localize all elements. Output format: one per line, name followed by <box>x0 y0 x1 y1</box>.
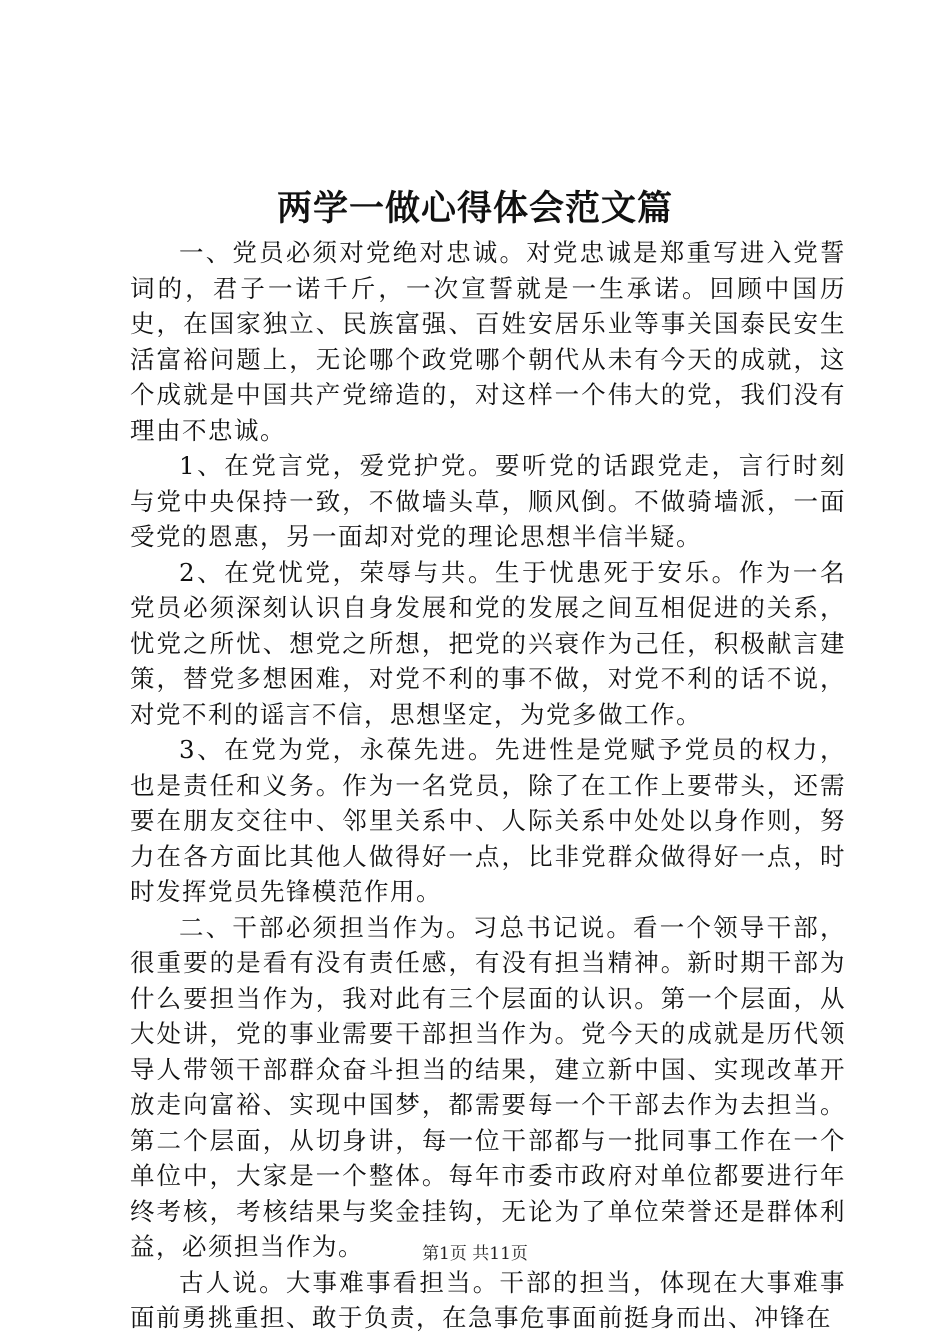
paragraph-loyalty: 一、党员必须对党绝对忠诚。对党忠诚是郑重写进入党誓词的，君子一诺千斤，一次宣誓就是一生承诺。回顾中国历史，在国家独立、民族富强、百姓安居乐业等事关国泰民安生活富裕问题上，无论哪个政党哪个朝代从未有今天的成就，这个成就是中国共产党缔造的，对这样一个伟大的党，我们没有理由不忠诚。 <box>130 238 846 445</box>
paragraph-point-3: 3、在党为党，永葆先进。先进性是党赋予党员的权力，也是责任和义务。作为一名党员，除了在工作上要带头，还需要在朋友交往中、邻里关系中、人际关系中处处以身作则，努力在各方面比其他人做得好一点，比非党群众做得好一点，时时发挥党员先锋模范作用。 <box>130 735 846 906</box>
paragraph-point-1: 1、在党言党，爱党护党。要听党的话跟党走，言行时刻与党中央保持一致，不做墙头草，顺风倒。不做骑墙派，一面受党的恩惠，另一面却对党的理论思想半信半疑。 <box>130 451 846 551</box>
document-body <box>130 235 846 1336</box>
paragraph-responsibility: 二、干部必须担当作为。习总书记说。看一个领导干部，很重要的是看有没有责任感，有没有担当精神。新时期干部为什么要担当作为，我对此有三个层面的认识。第一个层面，从大处讲，党的事业需要干部担当作为。党今天的成就是历代领导人带领干部群众奋斗担当的结果，建立新中国、实现改革开放走向富裕、实现中国梦，都需要每一个干部去作为去担当。第二个层面，从切身讲，每一位干部都与一批同事工作在一个单位中，大家是一个整体。每年市委市政府对单位都要进行年终考核，考核结果与奖金挂钩，无论为了单位荣誉还是群体利益，必须担当作为。 <box>130 912 846 1261</box>
paragraph-point-2: 2、在党忧党，荣辱与共。生于忧患死于安乐。作为一名党员必须深刻认识自身发展和党的发展之间互相促进的关系，忧党之所忧、想党之所想，把党的兴衰作为己任，积极献言建策，替党多想困难，对党不利的事不做，对党不利的话不说，对党不利的谣言不信，思想坚定，为党多做工作。 <box>130 557 846 729</box>
page-number-footer: 第1页 共11页 <box>422 1244 528 1264</box>
document-title: 两学一做心得体会范文篇 <box>276 188 673 229</box>
paragraph-ancient-saying: 古人说。大事难事看担当。干部的担当，体现在大事难事面前勇挑重担、敢于负责，在急事危事面前挺身而出、冲锋在 <box>130 1267 846 1332</box>
